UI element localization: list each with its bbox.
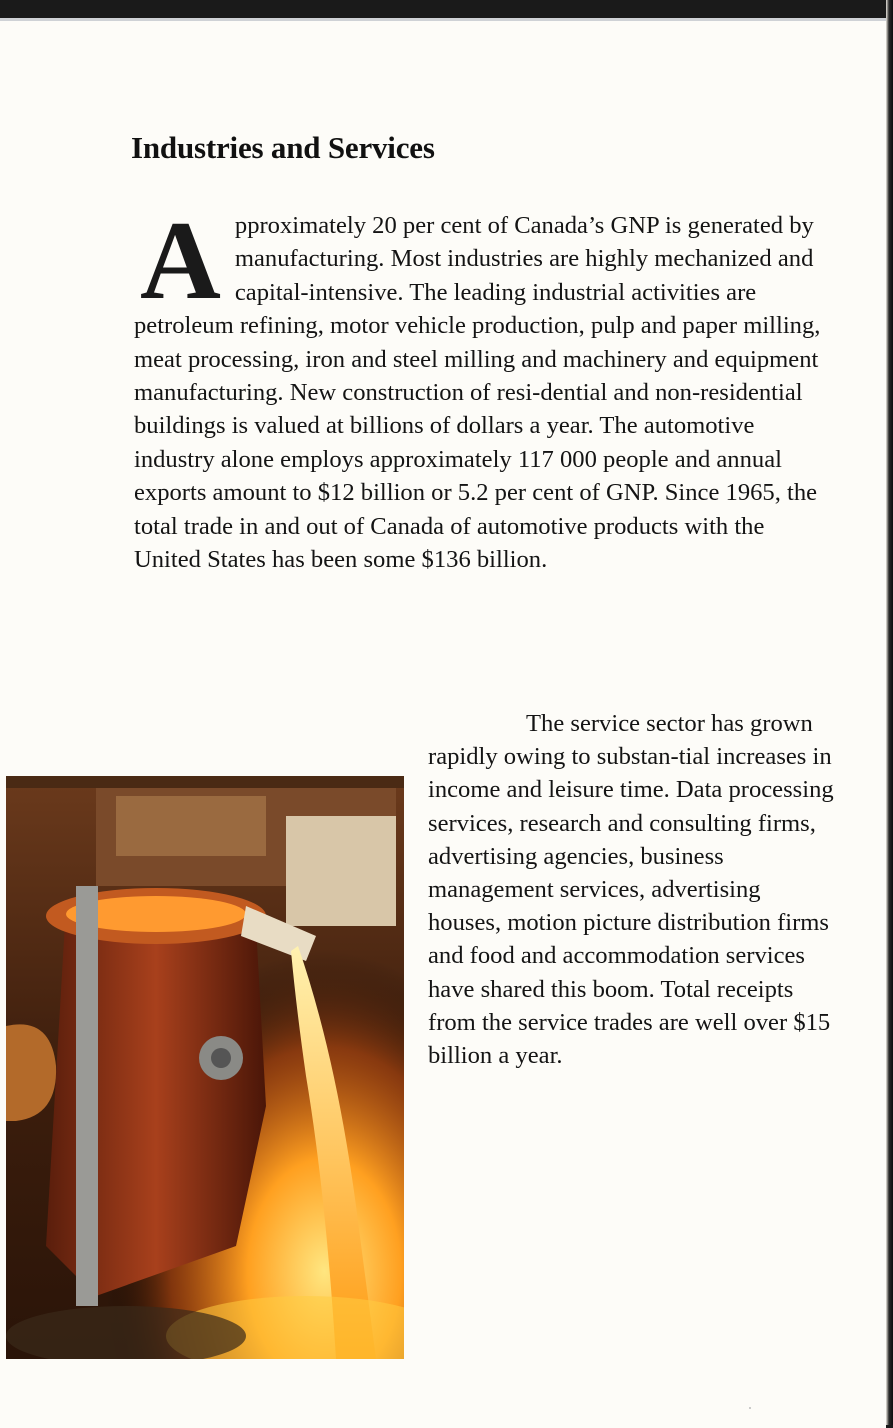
drop-cap-letter: A [140, 199, 221, 323]
steel-mill-photo [6, 776, 404, 1359]
paragraph-services-text: The service sector has grown rapidly owing to substan-tial increases in income and leisure time. Data processing services, research and consulting firms, advertising agencies, business management services, advertising houses, motion picture distribution firms and food and accommodation services have shared this boom. Total receipts from the service trades are well over $15 billion a year. [428, 710, 834, 1070]
document-page [0, 18, 886, 1428]
paragraph-intro [134, 199, 824, 576]
paragraph-services [428, 707, 838, 1072]
page-edge [886, 0, 893, 1425]
paragraph-intro-text: pproximately 20 per cent of Canada’s GNP is generated by manufacturing. Most industries are highly mechanized and capital-intensive. The leading industrial activities are petroleum refining, motor vehicle production, pulp and paper milling, meat processing, iron and steel milling and machinery and equipment manufacturing. New construction of resi-dential and non-residential buildings is valued at billions of dollars a year. The automotive industry alone employs approximately 117 000 people and annual exports amount to $12 billion or 5.2 per cent of GNP. Since 1965, the total trade in and out of Canada of automotive products with the United States has been some $136 billion. [134, 212, 821, 574]
paper-speck [749, 1407, 751, 1409]
section-title: Industries and Services [131, 129, 435, 165]
